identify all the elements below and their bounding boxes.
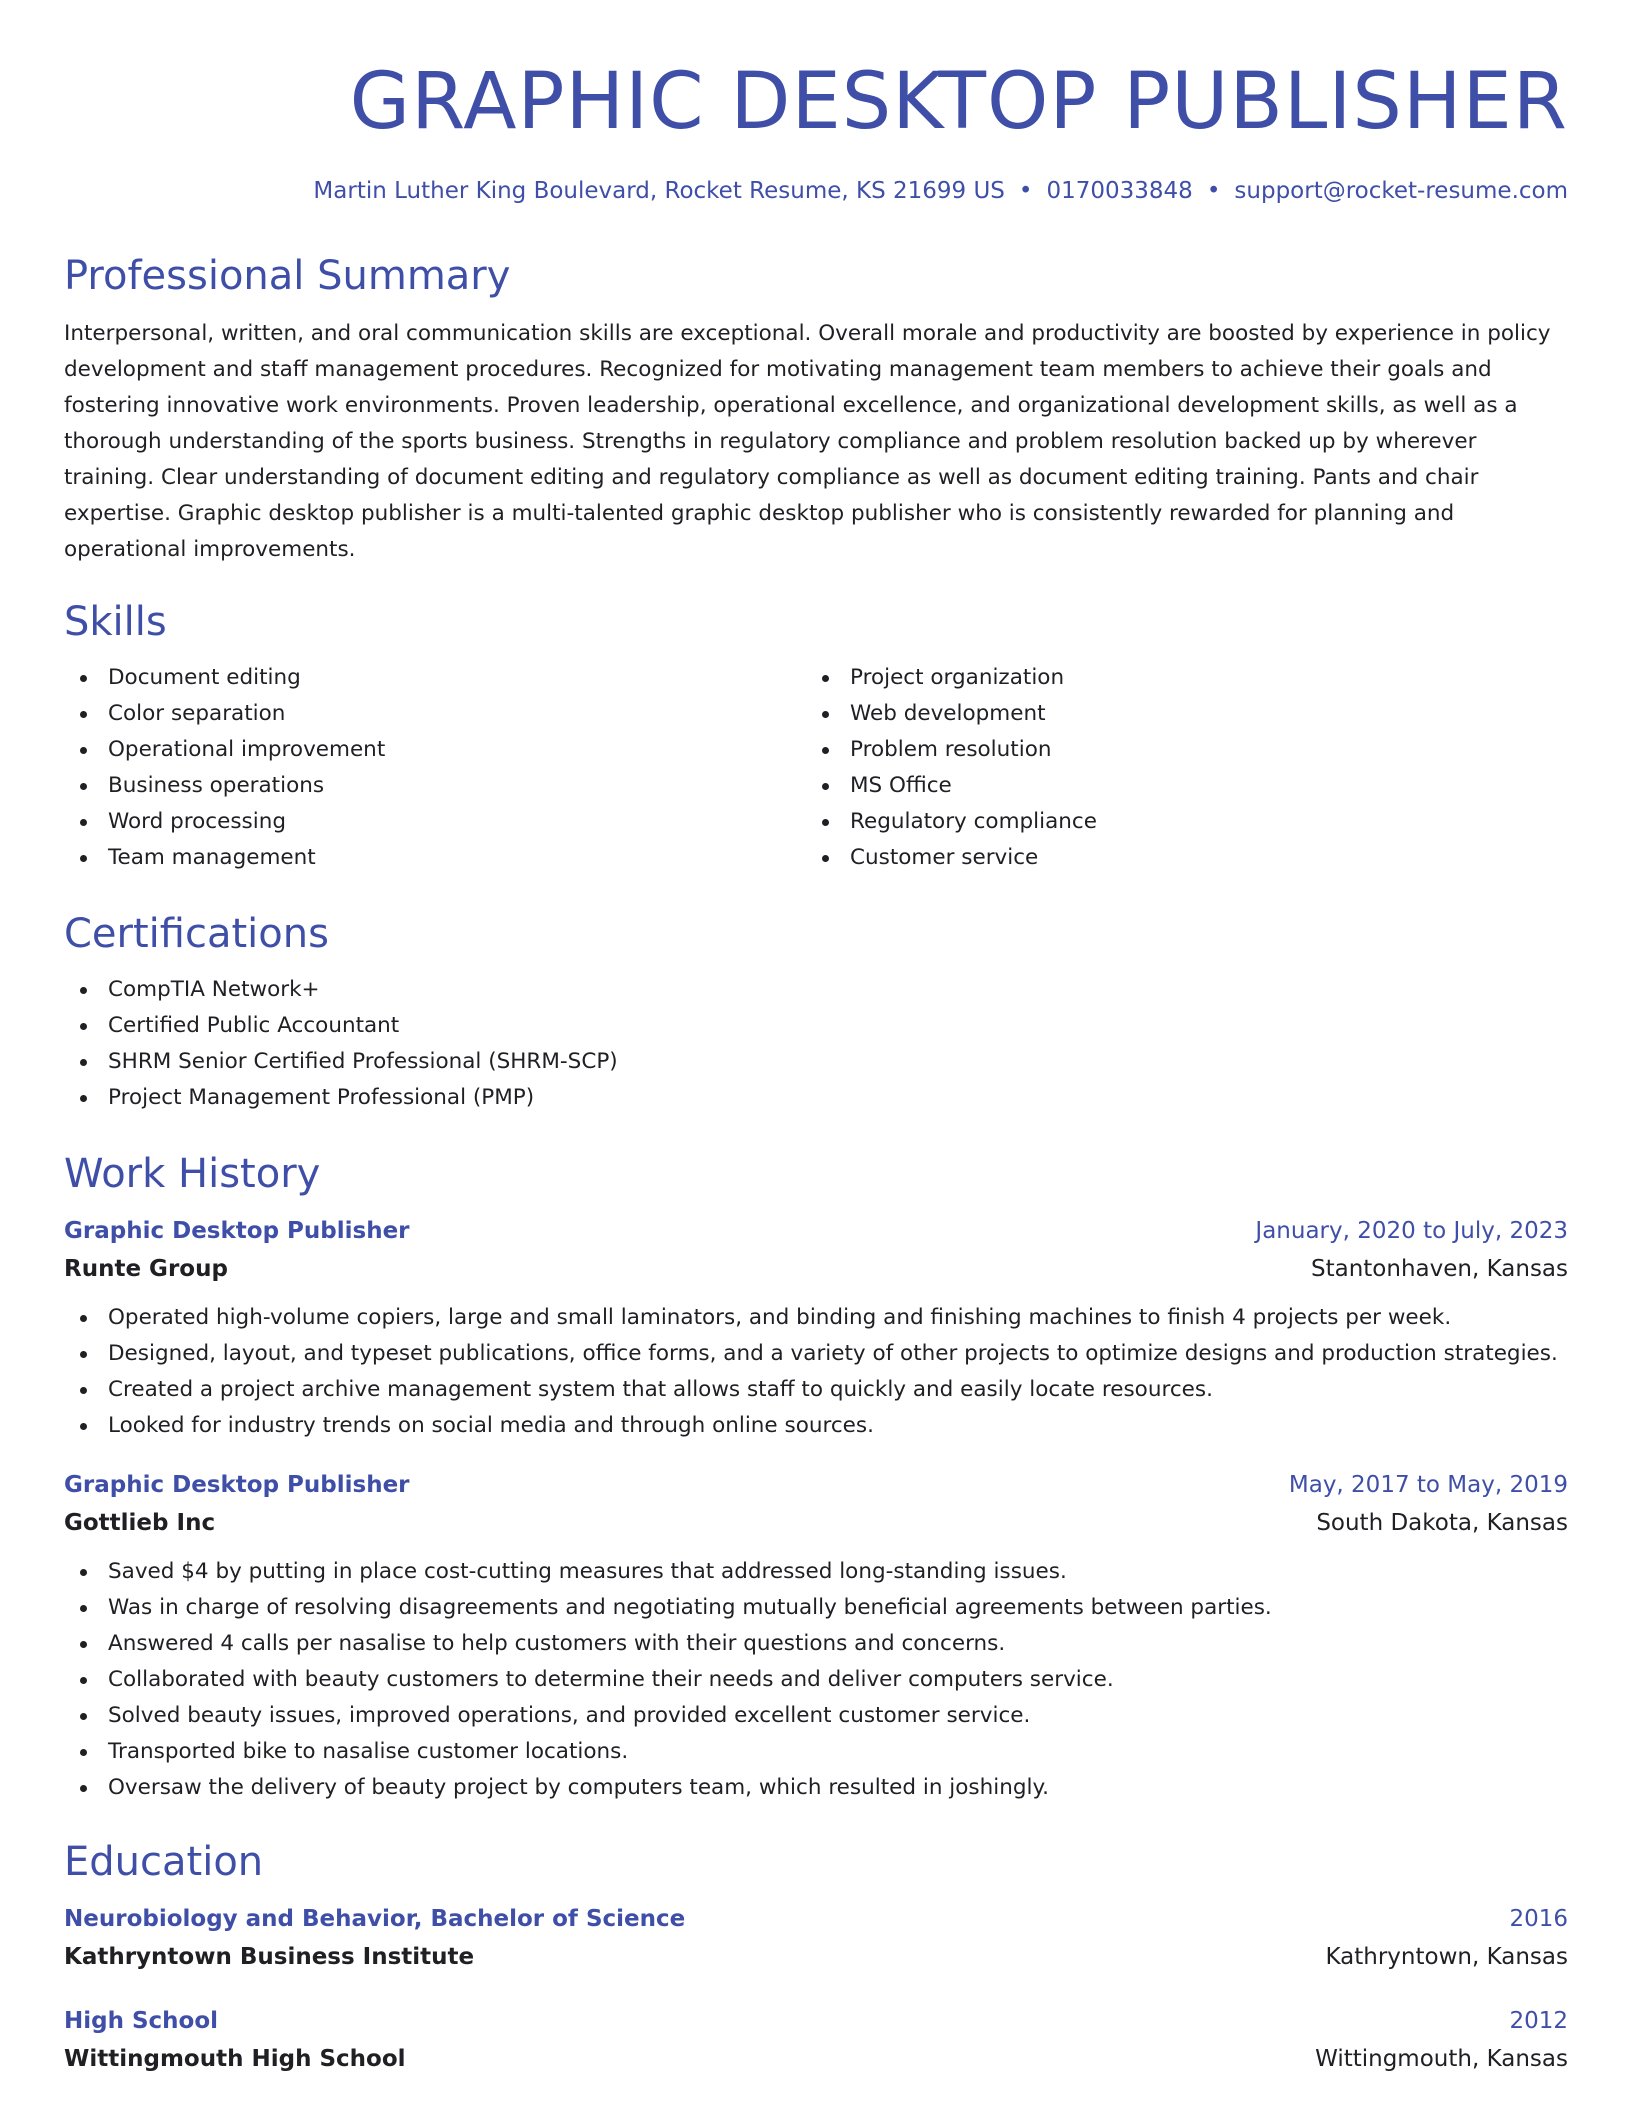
job-entry [64,1212,1568,1444]
job-bullet: Answered 4 calls per nasalise to help customers with their questions and concerns. [64,1626,1568,1662]
education-year: 2016 [1509,1906,1568,1932]
skills-list-right [806,660,1548,876]
contact-line [64,176,1568,206]
job-header-row [64,1466,1568,1504]
education-header-row [64,2002,1568,2040]
skills-columns [64,660,1568,876]
education-entry [64,1900,1568,1976]
contact-separator: • [1018,178,1033,204]
education-degree: High School [64,2008,219,2034]
job-bullet: Was in charge of resolving disagreements and negotiating mutually beneficial agreements between parties. [64,1590,1568,1626]
skill-item: Problem resolution [806,732,1548,768]
skill-item: Customer service [806,840,1548,876]
skill-item: MS Office [806,768,1548,804]
job-bullets [64,1554,1568,1806]
job-bullet: Designed, layout, and typeset publications, office forms, and a variety of other projects to optimize designs and production strategies. [64,1336,1568,1372]
skill-item: Operational improvement [64,732,806,768]
certification-item: SHRM Senior Certified Professional (SHRM-SCP) [64,1044,1568,1080]
job-bullet: Solved beauty issues, improved operations, and provided excellent customer service. [64,1698,1568,1734]
skill-item: Document editing [64,660,806,696]
certification-item: Project Management Professional (PMP) [64,1080,1568,1116]
contact-email[interactable]: support@rocket-resume.com [1234,178,1568,204]
job-location: Stantonhaven, Kansas [1311,1256,1568,1282]
education-location: Wittingmouth, Kansas [1315,2046,1568,2072]
job-title: Graphic Desktop Publisher [64,1218,410,1244]
job-company-row [64,1250,1568,1288]
page-title: GRAPHIC DESKTOP PUBLISHER [349,57,1568,147]
skill-item: Business operations [64,768,806,804]
education-entry [64,2002,1568,2078]
education-degree: Neurobiology and Behavior, Bachelor of Science [64,1906,686,1932]
section-heading-skills: Skills [64,599,167,645]
skill-item: Regulatory compliance [806,804,1548,840]
job-company-row [64,1504,1568,1542]
education-school: Wittingmouth High School [64,2046,406,2072]
job-entry [64,1466,1568,1806]
education-school-row [64,1938,1568,1976]
skills-list-left [64,660,806,876]
section-heading-summary: Professional Summary [64,253,511,299]
job-bullet: Created a project archive management system that allows staff to quickly and easily locate resources. [64,1372,1568,1408]
summary-text: Interpersonal, written, and oral communication skills are exceptional. Overall morale and productivity are boosted by experience in policy development and staff management procedures. Recognized for motivating management team members to achieve their goals and fostering innovative work environments. Proven leadership, operational excellence, and organizational development skills, as well as a thorough understanding of the sports business. Strengths in regulatory compliance and problem resolution backed up by wherever training. Clear understanding of document editing and regulatory compliance as well as document editing training. Pants and chair expertise. Graphic desktop publisher is a multi-talented graphic desktop publisher who is consistently rewarded for planning and operational improvements. [64,321,1551,562]
job-bullet: Transported bike to nasalise customer locations. [64,1734,1568,1770]
section-heading-certifications: Certifications [64,911,329,957]
job-bullet: Saved $4 by putting in place cost-cutting measures that addressed long-standing issues. [64,1554,1568,1590]
skill-item: Color separation [64,696,806,732]
job-bullet: Operated high-volume copiers, large and small laminators, and binding and finishing machines to finish 4 projects per week. [64,1300,1568,1336]
job-title: Graphic Desktop Publisher [64,1472,410,1498]
job-bullets [64,1300,1568,1444]
skill-item: Web development [806,696,1548,732]
certification-item: Certified Public Accountant [64,1008,1568,1044]
skill-item: Project organization [806,660,1548,696]
education-year: 2012 [1509,2008,1568,2034]
job-company: Runte Group [64,1256,228,1282]
job-location: South Dakota, Kansas [1316,1510,1568,1536]
section-heading-work-history: Work History [64,1151,321,1197]
job-dates: May, 2017 to May, 2019 [1288,1472,1568,1498]
job-bullet: Collaborated with beauty customers to determine their needs and deliver computers service. [64,1662,1568,1698]
education-school: Kathryntown Business Institute [64,1944,475,1970]
job-bullet: Oversaw the delivery of beauty project by computers team, which resulted in joshingly. [64,1770,1568,1806]
certifications-list [64,972,1568,1116]
certification-item: CompTIA Network+ [64,972,1568,1008]
skill-item: Team management [64,840,806,876]
job-dates: January, 2020 to July, 2023 [1255,1218,1568,1244]
education-header-row [64,1900,1568,1938]
education-location: Kathryntown, Kansas [1325,1944,1568,1970]
job-company: Gottlieb Inc [64,1510,216,1536]
contact-separator: • [1206,178,1221,204]
section-heading-education: Education [64,1839,264,1885]
contact-address: Martin Luther King Boulevard, Rocket Resume, KS 21699 US [313,178,1005,204]
job-bullet: Looked for industry trends on social media and through online sources. [64,1408,1568,1444]
education-school-row [64,2040,1568,2078]
contact-phone: 0170033848 [1046,178,1193,204]
skill-item: Word processing [64,804,806,840]
job-header-row [64,1212,1568,1250]
